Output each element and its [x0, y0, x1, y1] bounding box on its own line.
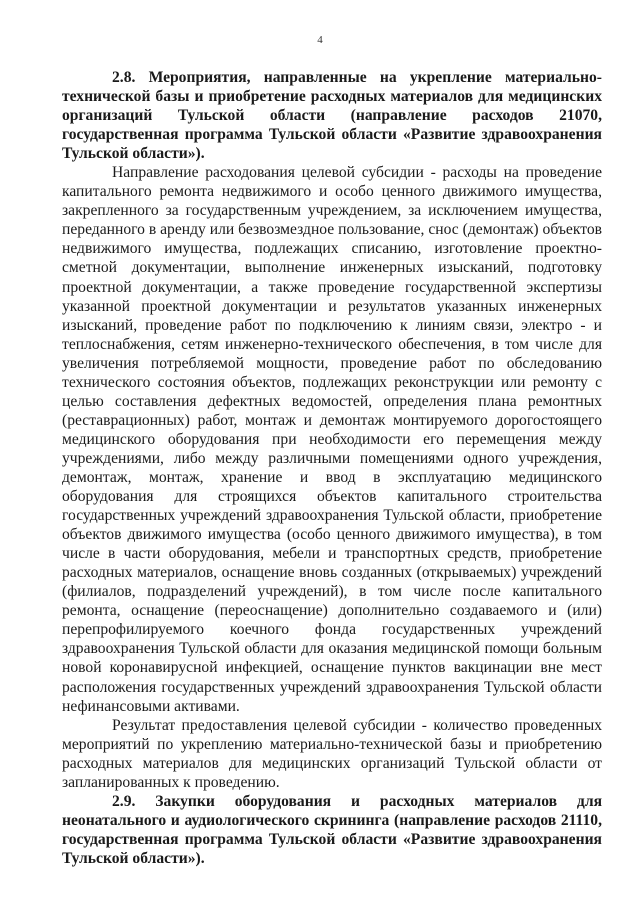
page-number: 4 [317, 34, 323, 46]
section-heading [62, 792, 602, 868]
document-body [62, 68, 602, 868]
section-title: Закупки оборудования и расходных материалов для неонатального и аудиологического скрининга (направление расходов 21110, государственная программа Тульской области «Развитие здравоохранения Тульской области»). [62, 792, 603, 867]
section-title: Мероприятия, направленные на укрепление материально-технической базы и приобретение расходных материалов для медицинских организаций Тульской области (направление расходов 21070, государственная программа Тульской области «Развитие здравоохранения Тульской области»). [62, 69, 602, 163]
paragraph: Результат предоставления целевой субсидии - количество проведенных мероприятий по укреплению материально-технической базы и приобретению расходных материалов для медицинских организаций Тульской области от запланированных к проведению. [62, 716, 602, 791]
section-heading [62, 68, 602, 163]
section-number: 2.8. [112, 69, 136, 86]
section-number: 2.9. [112, 792, 136, 810]
paragraph: Направление расходования целевой субсидии - расходы на проведение капитального ремонта недвижимого и особо ценного движимого имущества, закрепленного за государственным учреждением, за исключением имущества, переданного в аренду или безвозмездное пользование, снос (демонтаж) объектов недвижимого имущества, подлежащих списанию, изготовление проектно-сметной документации, выполнение инженерных изысканий, подготовку проектной документации, а также проведение государственной экспертизы указанной проектной документации и результатов указанных инженерных изысканий, проведение работ по подключению к линиям связи, электро - и теплоснабжения, сетям инженерно-технического обеспечения, в том числе для увеличения потребляемой мощности, проведение работ по обследованию технического состояния объектов, подлежащих реконструкции или ремонту с целью составления дефектных ведомостей, определения плана ремонтных (реставрационных) работ, монтаж и демонтаж монтируемого дорогостоящего медицинского оборудования при необходимости его перемещения между учреждениями, либо между различными помещениями одного учреждения, демонтаж, монтаж, хранение и ввод в эксплуатацию медицинского оборудования для строящихся объектов капитального строительства государственных учреждений здравоохранения Тульской области, приобретение объектов движимого имущества (особо ценного движимого имущества), в том числе в части оборудования, мебели и транспортных средств, приобретение расходных материалов, оснащение вновь созданных (открываемых) учреждений (филиалов, подразделений учреждений), в том числе после капитального ремонта, оснащение (переоснащение) дополнительно создаваемого и (или) перепрофилируемого коечного фонда государственных учреждений здравоохранения Тульской области для оказания медицинской помощи больным новой коронавирусной инфекцией, оснащение пунктов вакцинации вне мест расположения государственных учреждений здравоохранения Тульской области нефинансовыми активами. [62, 164, 602, 715]
